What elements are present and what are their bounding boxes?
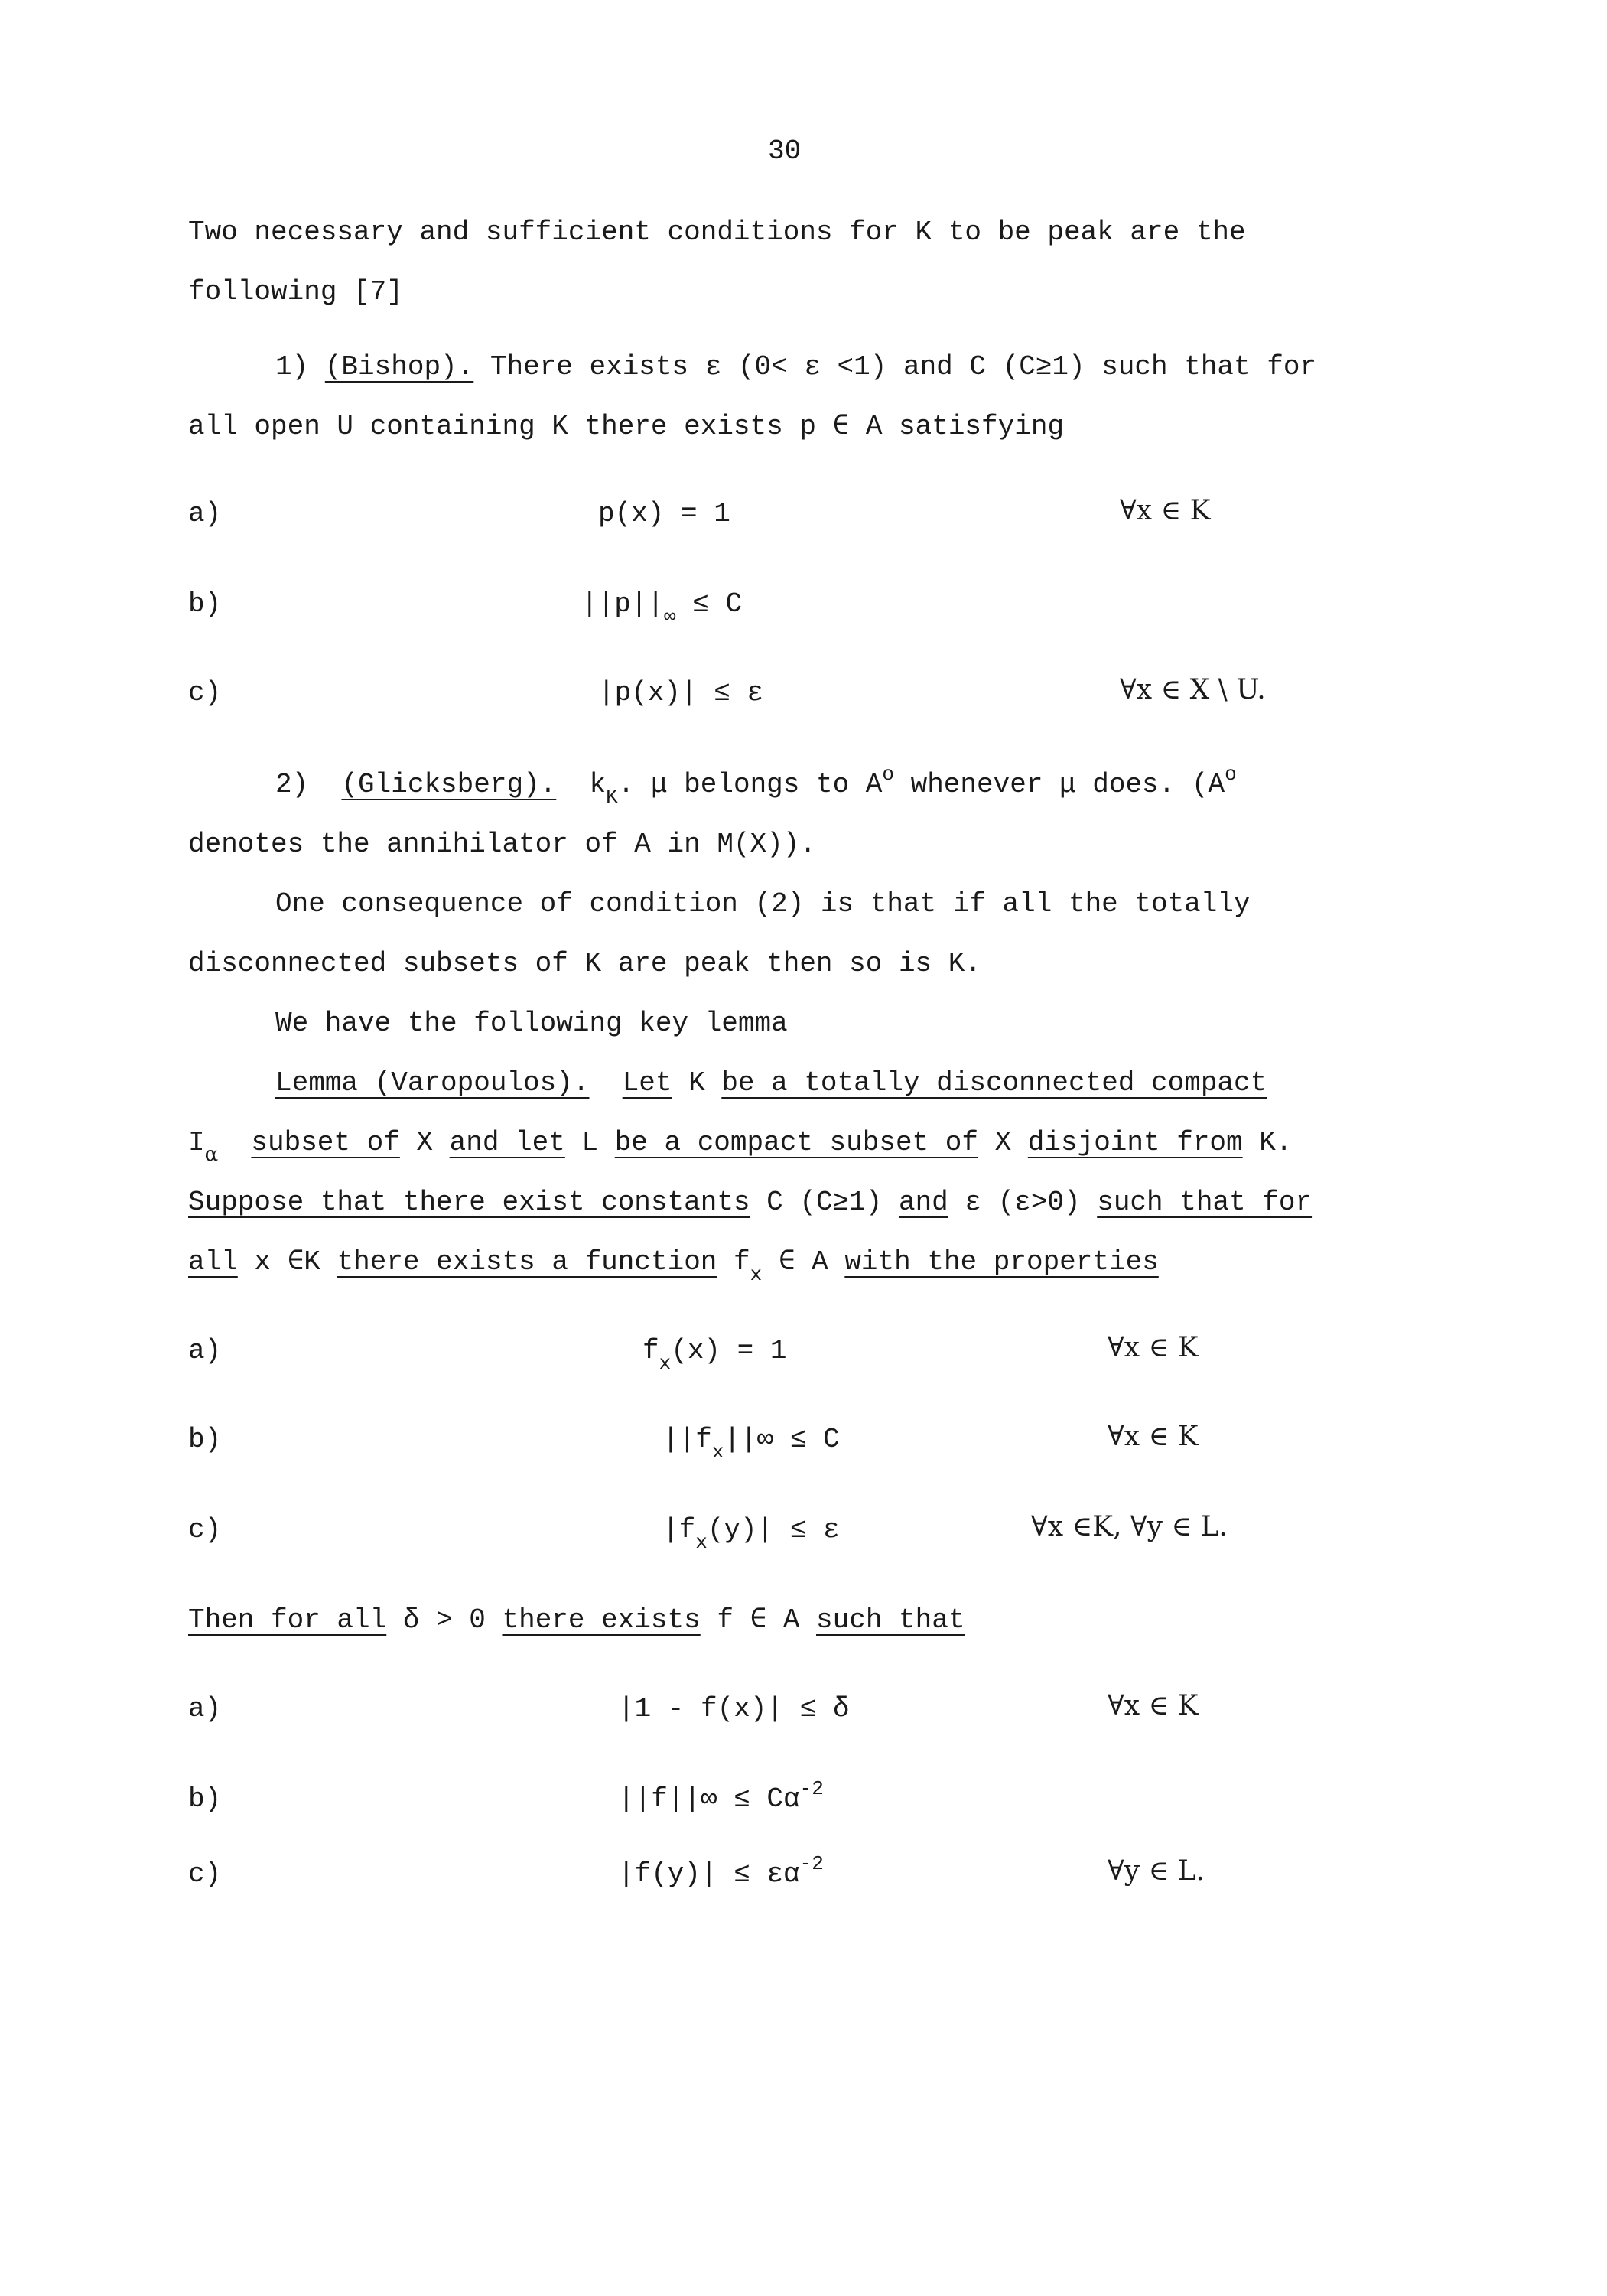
key-lemma-intro: We have the following key lemma xyxy=(275,1008,788,1039)
consequence-line-1: One consequence of condition (2) is that if all the totally xyxy=(275,888,1251,920)
bishop-item-c-expr: |p(x)| ≤ ε xyxy=(598,677,764,708)
bishop-line-1 xyxy=(275,353,1316,381)
lemma-item-a-expr: $f_x(x) = 1$ xyxy=(642,1335,787,1375)
lemma-item-a-label: a) xyxy=(188,1335,222,1366)
lemma-item-b-cond: ∀x ∈ K xyxy=(1108,1421,1199,1452)
result-item-a-label: a) xyxy=(188,1693,222,1724)
lemma-line-2: $I_\alpha$ subset of X and let L be a compact subset of X disjoint from K. xyxy=(188,1127,1293,1166)
bishop-item-a-expr: p(x) = 1 xyxy=(598,498,730,529)
consequence-line-2: disconnected subsets of K are peak then so is K. xyxy=(188,948,981,979)
result-item-c-cond: ∀y ∈ L. xyxy=(1108,1855,1205,1887)
bishop-item-a-label: a) xyxy=(188,498,222,529)
result-item-b-expr: $||f||\infty \le C\alpha^{-2}$ xyxy=(618,1777,824,1815)
glicksberg-k: k xyxy=(589,769,607,800)
bishop-item-a-cond: ∀x ∈ K xyxy=(1120,495,1211,526)
lemma-line-4: all x ∈K there exists a function $f_x$ ∈ A with the properties xyxy=(188,1246,1159,1286)
lemma-item-c-label: c) xyxy=(188,1514,222,1545)
glicksberg-name: (Glicksberg). xyxy=(341,769,557,800)
bishop-item-b-expr: $||p||_\infty \le C$ xyxy=(581,588,743,628)
bishop-statement: There exists ε (0< ε <1) and C (C≥1) such that for xyxy=(490,351,1317,383)
glicksberg-number: 2) xyxy=(275,769,309,800)
lemma-line-1: Lemma (Varopoulos). Let K be a totally disconnected compact xyxy=(275,1067,1267,1099)
lemma-item-a-cond: ∀x ∈ K xyxy=(1108,1332,1199,1363)
glicksberg-line-2: denotes the annihilator of A in M(X)). xyxy=(188,829,816,860)
bishop-item-b-label: b) xyxy=(188,588,222,620)
bishop-line-2: all open U containing K there exists p ∈ A satisfying xyxy=(188,411,1065,442)
glicksberg-line-1: 2) (Glicksberg). $k_K$. μ belongs to $A^o$ whenever μ does. ($A^o$ xyxy=(275,763,1237,809)
bishop-item-c-cond: ∀x ∈ X \ U. xyxy=(1120,674,1266,705)
result-item-a-cond: ∀x ∈ K xyxy=(1108,1690,1199,1721)
intro-line-1: Two necessary and sufficient conditions for K to be peak are the xyxy=(188,217,1246,248)
lemma-item-c-expr: $|f_x(y)| \le \varepsilon$ xyxy=(662,1514,840,1554)
lemma-item-b-label: b) xyxy=(188,1424,222,1455)
result-item-c-label: c) xyxy=(188,1858,222,1890)
lemma-title: Lemma (Varopoulos). xyxy=(275,1067,590,1099)
lemma-line-3: Suppose that there exist constants C (C≥1) and ε (ε>0) such that for xyxy=(188,1187,1313,1218)
page-number: 30 xyxy=(768,135,802,167)
result-item-c-expr: $|f(y)| \le \varepsilon\alpha^{-2}$ xyxy=(618,1852,824,1890)
glicksberg-k-sub: K xyxy=(606,786,618,809)
then-line: Then for all δ > 0 there exists f ∈ A such that xyxy=(188,1604,965,1636)
result-item-b-label: b) xyxy=(188,1783,222,1815)
result-item-a-expr: |1 - f(x)| ≤ δ xyxy=(618,1693,850,1724)
lemma-item-b-expr: $||f_x||\infty \le C$ xyxy=(662,1424,840,1464)
bishop-item-c-label: c) xyxy=(188,677,222,708)
bishop-name: (Bishop). xyxy=(324,351,474,383)
lemma-item-c-cond: ∀x ∈K, ∀y ∈ L. xyxy=(1031,1511,1228,1542)
bishop-number: 1) xyxy=(275,351,309,383)
intro-line-2: following [7] xyxy=(188,276,403,308)
